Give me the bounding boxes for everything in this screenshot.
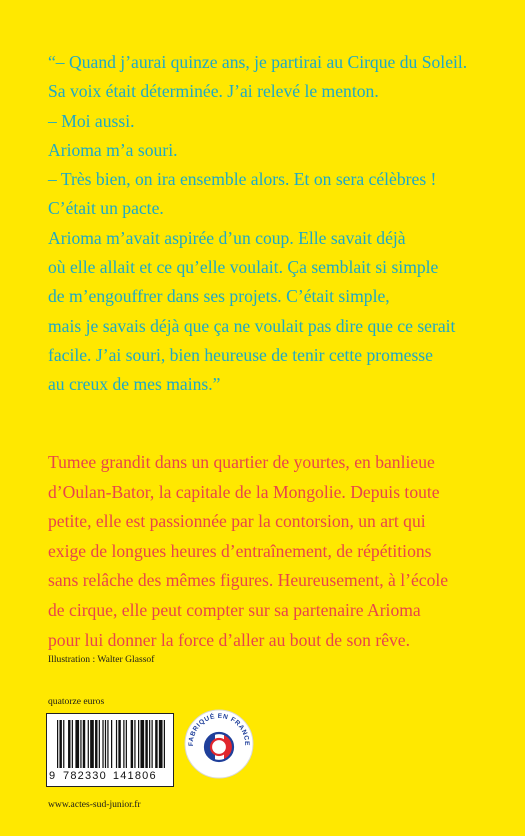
- barcode-bar: [138, 720, 139, 768]
- barcode-bar: [75, 720, 79, 768]
- barcode-bar: [59, 720, 61, 768]
- barcode-bar: [72, 720, 73, 768]
- barcode-bar: [149, 720, 150, 768]
- barcode-group-1: 782330: [63, 770, 107, 782]
- barcode-group-2: 141806: [112, 770, 157, 782]
- illustration-credit: Illustration : Walter Glassof: [48, 654, 155, 665]
- quote-line: de m’engouffrer dans ses projets. C’était simple,: [48, 286, 390, 307]
- barcode-bar: [90, 720, 94, 768]
- quote-line: “– Quand j’aurai quinze ans, je partirai au Cirque du Soleil.: [48, 52, 468, 72]
- book-summary: [48, 448, 508, 655]
- quote-line: – Très bien, on ira ensemble alors. Et on sera célèbres !: [48, 169, 437, 190]
- barcode-bar: [88, 720, 89, 768]
- badge-label: FABRIQUÉ EN FRANCE: [187, 712, 251, 747]
- quote-line: au creux de mes mains.”: [48, 374, 221, 395]
- quote-line: mais je savais déjà que ça ne voulait pas dire que ce serait: [48, 315, 456, 336]
- barcode-bar: [123, 720, 124, 768]
- barcode-bar: [107, 720, 108, 768]
- barcode-bar: [131, 720, 133, 768]
- barcode-bar: [57, 720, 58, 768]
- barcode-bar: [155, 720, 157, 768]
- barcode-bar: [159, 720, 163, 768]
- summary-line: de cirque, elle peut compter sur sa partenaire Arioma: [48, 599, 421, 620]
- quote-line: – Moi aussi.: [48, 110, 135, 131]
- barcode-lead-digit: 9: [49, 770, 56, 782]
- barcode-bar: [105, 720, 106, 768]
- summary-line: petite, elle est passionnée par la contorsion, un art qui: [48, 511, 426, 532]
- barcode-bar: [164, 720, 165, 768]
- barcode-bar: [126, 720, 127, 768]
- barcode-bar: [140, 720, 144, 768]
- publisher-website: www.actes-sud-junior.fr: [48, 799, 141, 810]
- barcode-bar: [118, 720, 120, 768]
- quote-line: où elle allait et ce qu’elle voulait. Ça semblait si simple: [48, 257, 439, 278]
- summary-line: sans relâche des mêmes figures. Heureusement, à l’école: [48, 570, 449, 591]
- summary-line: exige de longues heures d’entraînement, de répétitions: [48, 540, 432, 561]
- quote-line: Arioma m’a souri.: [48, 139, 178, 160]
- barcode-bar: [116, 720, 117, 768]
- isbn-barcode: [46, 713, 174, 787]
- quote-line: Sa voix était déterminée. J’ai relevé le menton.: [48, 81, 379, 102]
- barcode-bar: [68, 720, 70, 768]
- barcode-bar: [134, 720, 135, 768]
- made-in-france-badge: [184, 709, 254, 779]
- price-text: quatorze euros: [48, 696, 105, 707]
- summary-line: pour lui donner la force d’aller au bout de son rêve.: [48, 629, 411, 650]
- quote-line: Arioma m’avait aspirée d’un coup. Elle savait déjà: [48, 227, 406, 248]
- barcode-bar: [145, 720, 147, 768]
- barcode-bar: [111, 720, 112, 768]
- quote-line: facile. J’ai souri, bien heureuse de tenir cette promesse: [48, 344, 433, 365]
- summary-line: d’Oulan-Bator, la capitale de la Mongolie. Depuis toute: [48, 481, 440, 502]
- barcode-bars: [57, 720, 165, 768]
- barcode-number: [49, 770, 171, 782]
- barcode-bar: [95, 720, 97, 768]
- summary-line: Tumee grandit dans un quartier de yourtes, en banlieue: [48, 452, 435, 472]
- barcode-bar: [102, 720, 103, 768]
- barcode-bar: [63, 720, 64, 768]
- barcode-bar: [83, 720, 85, 768]
- barcode-bar: [99, 720, 100, 768]
- barcode-bar: [152, 720, 153, 768]
- excerpt-quote: [48, 48, 508, 400]
- quote-line: C’était un pacte.: [48, 198, 164, 219]
- barcode-bar: [80, 720, 81, 768]
